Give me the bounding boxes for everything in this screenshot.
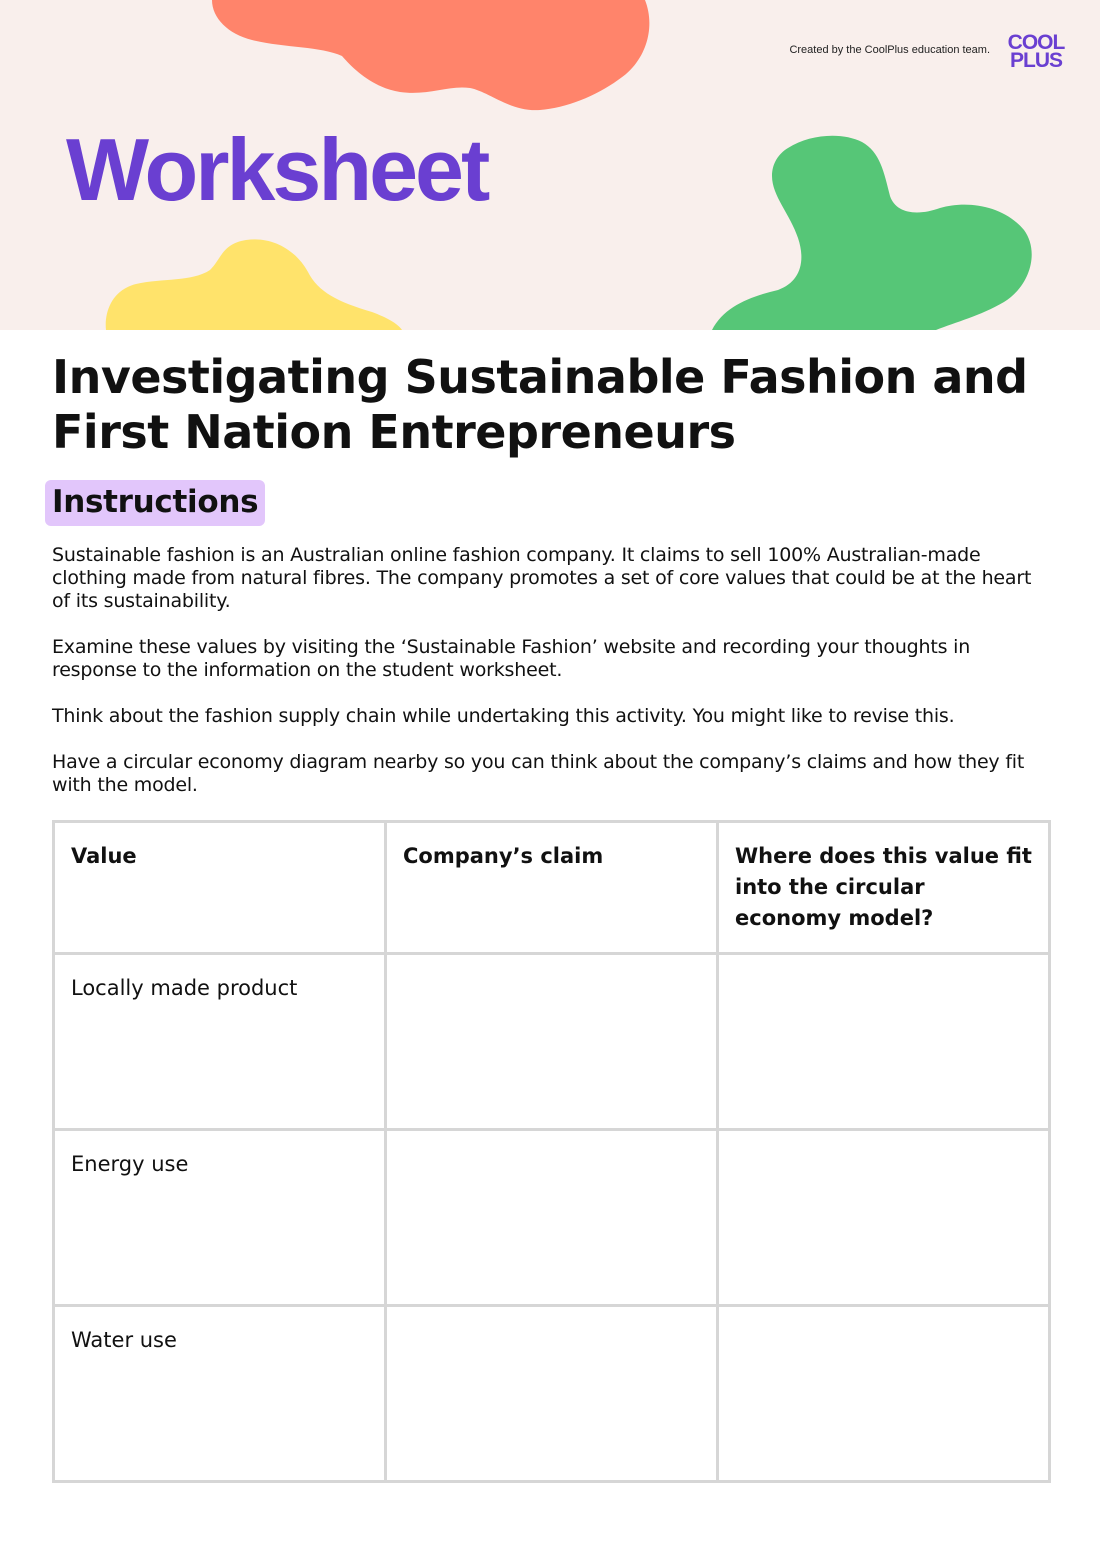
table-row	[54, 954, 1050, 1130]
header-banner	[0, 0, 1100, 330]
circular-fit-cell[interactable]	[718, 1130, 1050, 1306]
table-header-row	[54, 822, 1050, 954]
logo-line-2: PLUS	[1009, 49, 1062, 72]
credit-text: Created by the CoolPlus education team.	[789, 44, 990, 56]
yellow-blob	[106, 239, 402, 330]
coral-blob	[212, 0, 649, 110]
instructions-body	[52, 544, 1052, 820]
value-cell: Locally made product	[54, 954, 386, 1130]
claim-cell[interactable]	[386, 1306, 718, 1482]
header-circular-fit: Where does this value fit into the circular economy model?	[718, 822, 1050, 954]
logo-line-1: COOL	[1007, 31, 1065, 54]
instruction-paragraph: Examine these values by visiting the ‘Sustainable Fashion’ website and recording your thoughts in response to the information on the student worksheet.	[52, 636, 971, 681]
header-value: Value	[54, 822, 386, 954]
table-row	[54, 1306, 1050, 1482]
worksheet-label: Worksheet	[66, 120, 488, 219]
circular-fit-cell[interactable]	[718, 1306, 1050, 1482]
instruction-paragraph: Have a circular economy diagram nearby so you can think about the company’s claims and how they fit with the model.	[52, 751, 1025, 796]
table-row	[54, 1130, 1050, 1306]
instruction-paragraph: Think about the fashion supply chain while undertaking this activity. You might like to revise this.	[52, 705, 955, 727]
coolplus-logo	[1004, 31, 1068, 72]
circular-fit-cell[interactable]	[718, 954, 1050, 1130]
green-blob	[712, 136, 1032, 330]
claim-cell[interactable]	[386, 1130, 718, 1306]
instruction-paragraph: Sustainable fashion is an Australian online fashion company. It claims to sell 100% Australian-made clothing made from natural fibres. The company promotes a set of core values that could be at the heart of its sustainability.	[52, 544, 1032, 612]
instructions-heading: Instructions	[45, 480, 265, 526]
header-company-claim: Company’s claim	[386, 822, 718, 954]
page-title: Investigating Sustainable Fashion and First Nation Entrepreneurs	[52, 350, 1028, 459]
values-table	[52, 820, 1051, 1483]
value-cell: Energy use	[54, 1130, 386, 1306]
value-cell: Water use	[54, 1306, 386, 1482]
claim-cell[interactable]	[386, 954, 718, 1130]
